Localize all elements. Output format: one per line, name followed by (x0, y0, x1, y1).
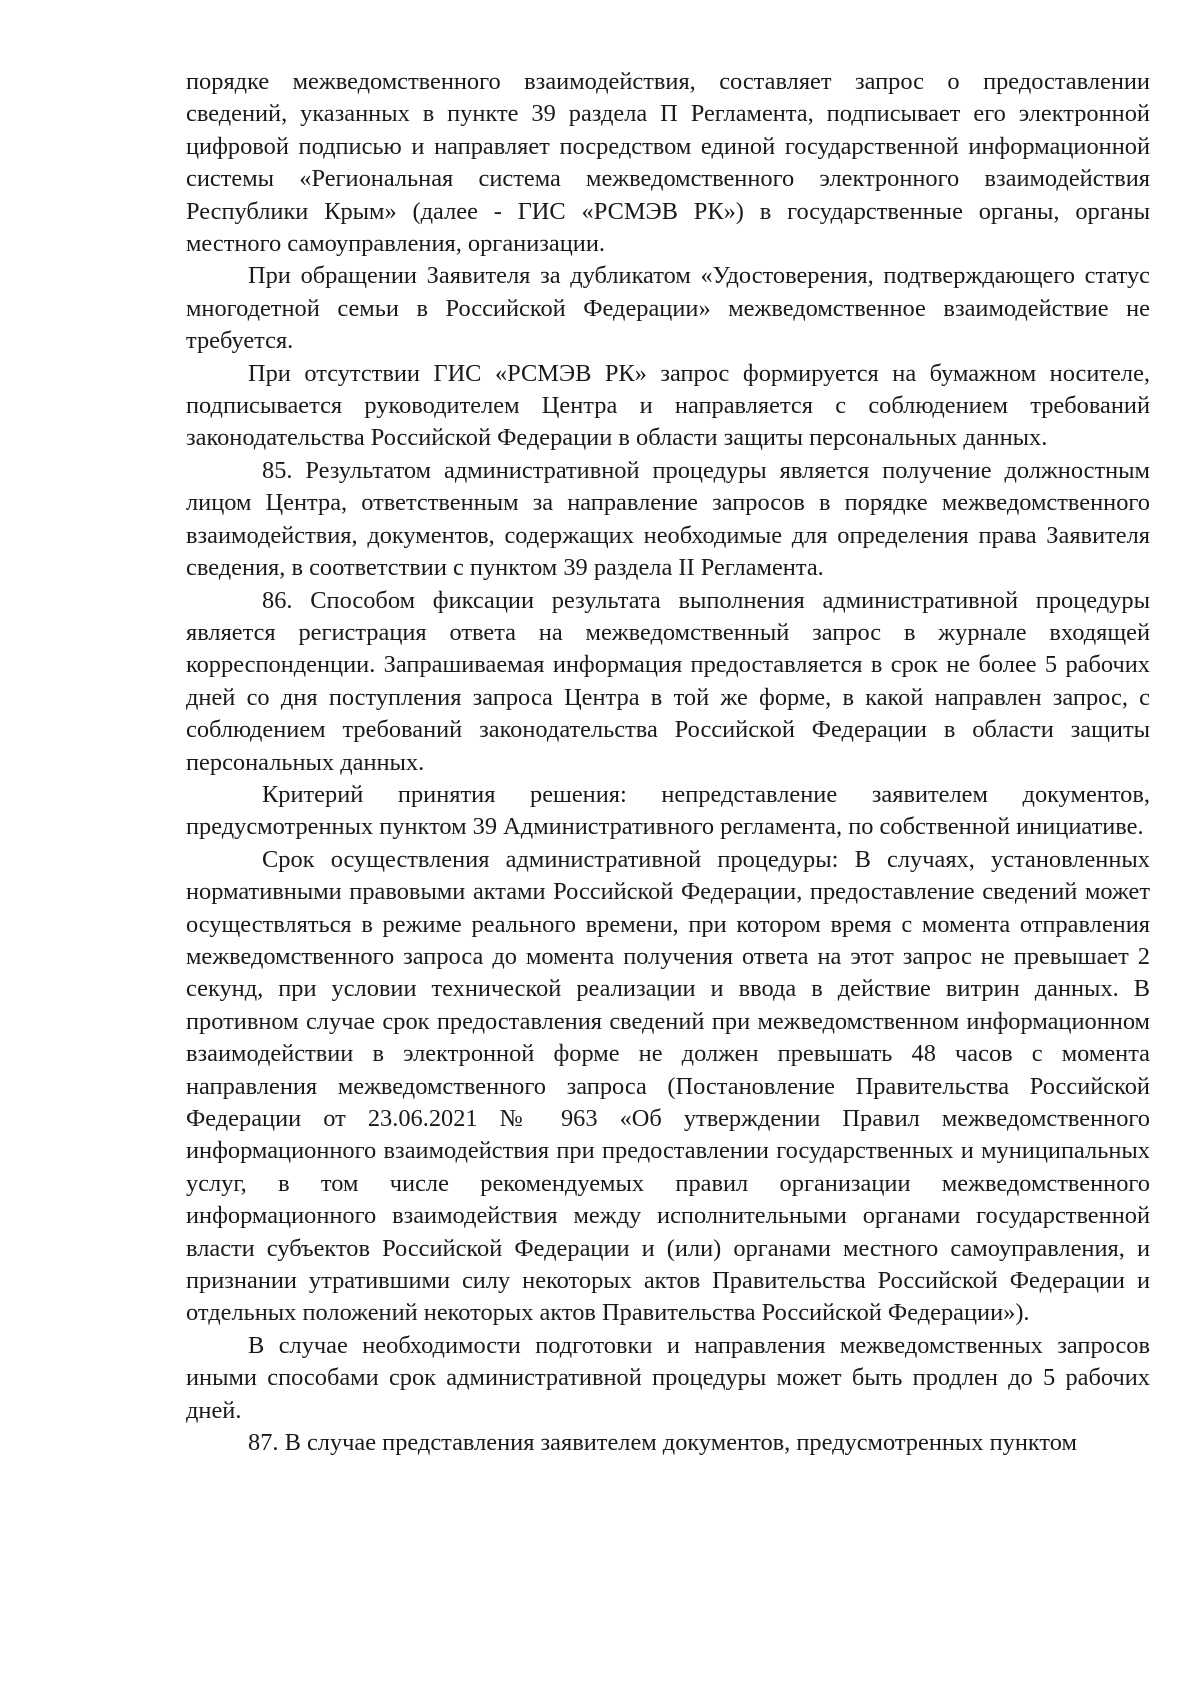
paragraph-term-extension: В случае необходимости подготовки и направления межведомственных запросов иными способами срок административной процедуры может быть продлен до 5 рабочих дней. (186, 1331, 1150, 1424)
paragraph-decision-criterion: Критерий принятия решения: непредставление заявителем документов, предусмотренных пунктом 39 Административного регламента, по собственной инициативе. (186, 780, 1150, 841)
paragraph-duplicate-certificate: При обращении Заявителя за дубликатом «Удостоверения, подтверждающего статус многодетной семьи в Российской Федерации» межведомственное взаимодействие не требуется. (186, 262, 1150, 355)
paragraph-item-86: 86. Способом фиксации результата выполнения административной процедуры является регистрация ответа на межведомственный запрос в журнале входящей корреспонденции. Запрашиваемая информация предоставляется в срок не более 5 рабочих дней со дня поступления запроса Центра в той же форме, в какой направлен запрос, с соблюдением требований законодательства Российской Федерации в области защиты персональных данных. (186, 586, 1150, 776)
paragraph-interagency-request: порядке межведомственного взаимодействия, составляет запрос о предоставлении сведений, указанных в пункте 39 раздела П Регламента, подписывает его электронной цифровой подписью и направляет посредством единой государственной информационной системы «Региональная система межведомственного электронного взаимодействия Республики Крым» (далее - ГИС «РСМЭВ РК») в государственные органы, органы местного самоуправления, организации. (186, 68, 1150, 258)
document-page (186, 66, 1150, 1459)
paragraph-item-85: 85. Результатом административной процедуры является получение должностным лицом Центра, ответственным за направление запросов в порядке межведомственного взаимодействия, документов, содержащих необходимые для определения права Заявителя сведения, в соответствии с пунктом 39 раздела II Регламента. (186, 456, 1150, 582)
paragraph-paper-request: При отсутствии ГИС «РСМЭВ РК» запрос формируется на бумажном носителе, подписывается руководителем Центра и направляется с соблюдением требований законодательства Российской Федерации в области защиты персональных данных. (186, 359, 1150, 452)
paragraph-item-87: 87. В случае представления заявителем документов, предусмотренных пунктом (248, 1429, 1077, 1457)
paragraph-procedure-term: Срок осуществления административной процедуры: В случаях, установленных нормативными правовыми актами Российской Федерации, предоставление сведений может осуществляться в режиме реального времени, при котором время с момента отправления межведомственного запроса до момента получения ответа на этот запрос не превышает 2 секунд, при условии технической реализации и ввода в действие витрин данных. В противном случае срок предоставления сведений при межведомственном информационном взаимодействии в электронной форме не должен превышать 48 часов с момента направления межведомственного запроса (Постановление Правительства Российской Федерации от 23.06.2021 № 963 «Об утверждении Правил межведомственного информационного взаимодействия при предоставлении государственных и муниципальных услуг, в том числе рекомендуемых правил организации межведомственного информационного взаимодействия между исполнительными органами государственной власти субъектов Российской Федерации и (или) органами местного самоуправления, и признании утратившими силу некоторых актов Правительства Российской Федерации и отдельных положений некоторых актов Правительства Российской Федерации»). (186, 845, 1150, 1327)
